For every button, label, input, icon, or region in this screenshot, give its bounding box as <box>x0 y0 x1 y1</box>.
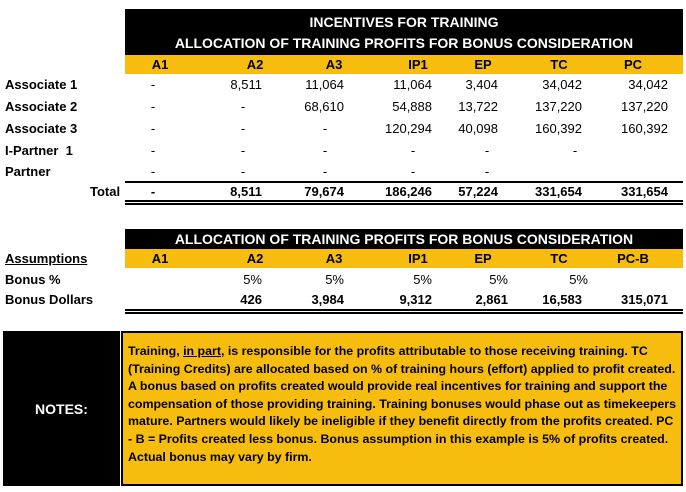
column-header-a1: A1 <box>151 251 169 266</box>
table-cell: - <box>150 184 156 199</box>
table-cell: - <box>410 164 416 179</box>
total-top-rule <box>125 181 683 183</box>
table-cell: 186,246 <box>385 184 432 199</box>
table-cell: - <box>150 121 156 136</box>
table-cell: - <box>484 164 490 179</box>
assumptions-heading: Assumptions <box>5 251 88 266</box>
table-cell: 9,312 <box>399 292 432 307</box>
table-cell: 8,511 <box>230 77 262 92</box>
table-cell: 5% <box>413 272 432 287</box>
row-label-partner: Partner <box>5 164 51 179</box>
table-cell: 137,220 <box>621 99 668 114</box>
row-label-associate-1: Associate 1 <box>5 77 78 92</box>
table-cell: - <box>240 121 246 136</box>
column-header-a1: A1 <box>151 57 169 72</box>
column-header-tc: TC <box>550 57 568 72</box>
notes-text-underlined: in part <box>183 344 221 358</box>
table-cell: 5% <box>243 272 262 287</box>
table-cell: 331,654 <box>621 184 668 199</box>
table1-column-header <box>125 55 683 74</box>
column-header-a2: A2 <box>246 251 264 266</box>
column-header-a3: A3 <box>325 57 343 72</box>
table-cell: - <box>150 143 156 158</box>
column-header-pc: PC <box>623 57 643 72</box>
table-cell: 137,220 <box>535 99 582 114</box>
table2-title-bar <box>125 229 683 249</box>
column-header-ip1: IP1 <box>408 57 428 72</box>
table-cell: - <box>150 77 156 92</box>
row-label-bonus-percent: Bonus % <box>5 272 61 287</box>
table-cell: - <box>240 143 246 158</box>
column-header-a3: A3 <box>325 251 343 266</box>
table-cell: 8,511 <box>230 184 262 199</box>
column-header-ep: EP <box>474 251 492 266</box>
table-cell: 331,654 <box>535 184 582 199</box>
table-cell: - <box>322 143 328 158</box>
table-cell: 3,984 <box>311 292 344 307</box>
table-cell: - <box>150 164 156 179</box>
table-cell: 68,610 <box>304 99 344 114</box>
table-cell: 13,722 <box>458 99 498 114</box>
table-cell: 120,294 <box>385 121 432 136</box>
table-cell: - <box>240 99 246 114</box>
table1-title-bar <box>125 9 683 55</box>
table-cell: 54,888 <box>392 99 432 114</box>
notes-text-post: , is responsible for the profits attributable to those receiving training. TC (Training Credits) are allocated based on % of training hours (effort) applied to profit created. A bonus based on profits created would provide real incentives for training and support the compensation of those providing training. Training bonuses would phase out as timekeepers mature. Partners would likely be ineligible if they benefit directly from the profits created. PC - B = Profits created less bonus. Bonus assumption in this example is 5% of profits created. Actual bonus may vary by firm. <box>128 344 677 464</box>
table-cell: - <box>410 143 416 158</box>
total-double-rule <box>125 203 683 205</box>
table-cell: - <box>240 164 246 179</box>
table-cell: 40,098 <box>458 121 498 136</box>
table2-column-header <box>125 249 683 268</box>
table-cell: - <box>322 121 328 136</box>
total-double-rule <box>125 200 683 202</box>
table-cell: 16,583 <box>542 292 582 307</box>
row-label-bonus-dollars: Bonus Dollars <box>5 292 94 307</box>
table-cell: 5% <box>325 272 344 287</box>
table-cell: - <box>572 143 578 158</box>
table-cell: 315,071 <box>621 292 668 307</box>
column-header-a2: A2 <box>246 57 264 72</box>
bonus-double-rule <box>125 312 683 314</box>
table-cell: - <box>322 164 328 179</box>
table-cell: 426 <box>240 292 262 307</box>
column-header-ep: EP <box>474 57 492 72</box>
notes-box <box>121 331 683 486</box>
table-cell: 5% <box>489 272 508 287</box>
table-cell: 11,064 <box>393 77 432 92</box>
table-cell: 5% <box>569 272 588 287</box>
table-cell: 34,042 <box>542 77 582 92</box>
table-cell: 160,392 <box>621 121 668 136</box>
column-header-ip1: IP1 <box>408 251 428 266</box>
notes-text-pre: Training, <box>128 344 184 358</box>
table1-title: INCENTIVES FOR TRAINING <box>309 14 499 30</box>
row-label-associate-3: Associate 3 <box>5 121 78 136</box>
table1-subtitle: ALLOCATION OF TRAINING PROFITS FOR BONUS CONSIDERATION <box>174 35 634 51</box>
row-label-total: Total <box>90 184 121 199</box>
table-cell: - <box>484 143 490 158</box>
column-header-pc-b: PC-B <box>617 251 649 266</box>
table-cell: 57,224 <box>458 184 498 199</box>
row-label-associate-2: Associate 2 <box>5 99 78 114</box>
notes-label-box <box>3 331 120 486</box>
table-cell: 160,392 <box>535 121 582 136</box>
table-cell: 3,404 <box>465 77 498 92</box>
notes-text <box>128 343 677 466</box>
column-header-tc: TC <box>550 251 568 266</box>
row-label-i-partner-1: I-Partner 1 <box>5 143 73 158</box>
bonus-double-rule <box>125 309 683 311</box>
table-cell: 2,861 <box>475 292 508 307</box>
notes-label: NOTES: <box>35 400 88 417</box>
table-cell: 34,042 <box>628 77 668 92</box>
table-cell: - <box>150 99 156 114</box>
table-cell: 79,674 <box>304 184 344 199</box>
table2-title: ALLOCATION OF TRAINING PROFITS FOR BONUS CONSIDERATION <box>174 231 634 247</box>
table-cell: 11,064 <box>305 77 344 92</box>
